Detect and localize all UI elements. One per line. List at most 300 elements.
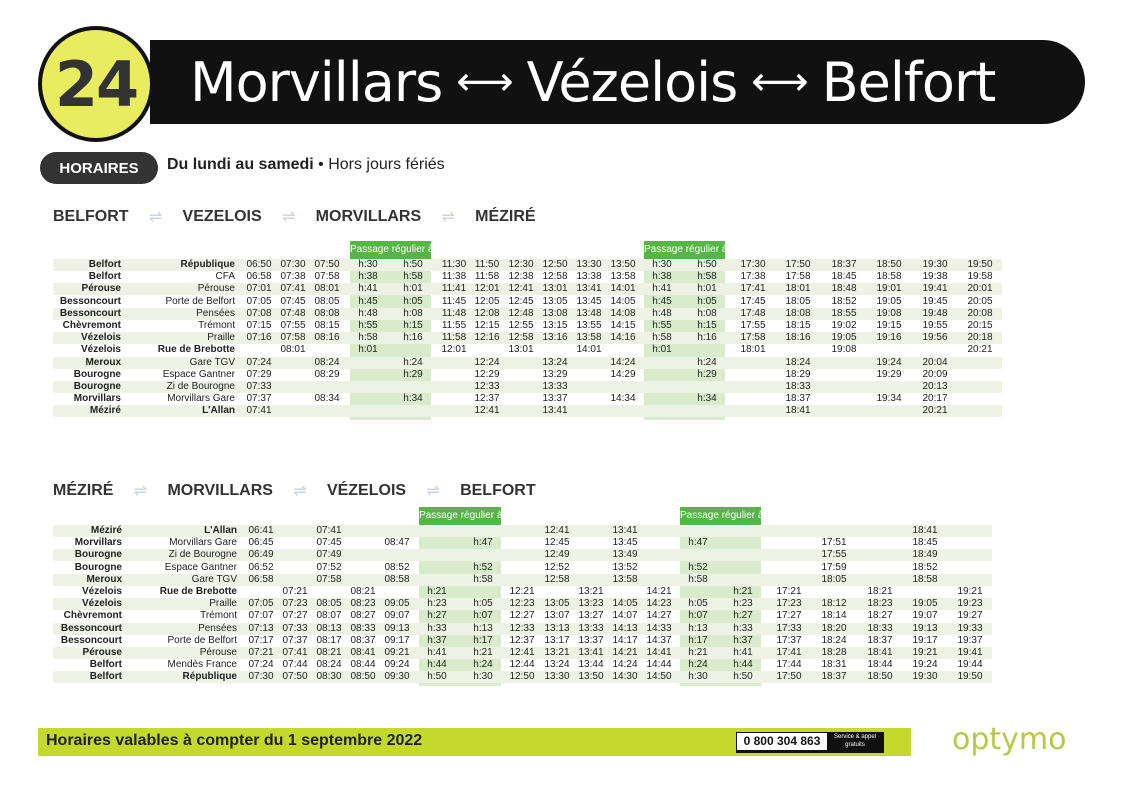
service-note: Service & appel gratuits [833,734,877,748]
time-cell: 12:15 [474,320,500,331]
direction-stop: VÉZELOIS [326,482,407,499]
city-name: Bourogne [74,549,122,561]
time-cell: 07:24 [246,356,272,368]
time-cell: 18:37 [867,634,893,646]
passage-label: Passage régulier à [680,507,761,525]
time-cell: 08:21 [350,586,376,597]
stop-name: Praille [207,332,235,344]
time-cell: h:21 [688,647,708,658]
route-stop-3: Belfort [821,50,996,114]
time-cell: 08:21 [316,647,342,658]
stop-name: Porte de Belfort [167,634,237,646]
time-cell: 08:16 [314,332,340,344]
time-cell: 12:58 [542,271,568,283]
time-cell: 20:17 [922,393,948,405]
time-cell: h:15 [403,320,423,331]
time-cell: h:58 [652,332,672,344]
passage-label: Passage régulier à [644,241,725,259]
time-cell: h:16 [697,332,717,344]
time-cell: 08:01 [280,344,306,356]
time-cell: 08:27 [350,610,376,622]
time-cell: h:48 [652,307,672,319]
stop-name: Trémont [198,320,235,331]
time-cell: 13:08 [542,307,568,319]
time-cell: h:45 [652,295,672,307]
time-cell: 12:41 [544,525,570,536]
time-cell: 17:51 [821,537,847,549]
time-cell: 20:21 [922,405,948,417]
time-cell: 18:50 [876,259,902,270]
time-cell: 12:24 [474,356,500,368]
stop-name: Trémont [200,610,237,622]
time-cell: h:45 [358,295,378,307]
time-cell: 19:05 [876,295,902,307]
route-arrow-icon: ⟷ [456,59,513,105]
city-name: Méziré [89,405,121,417]
time-cell: 14:16 [610,332,636,344]
time-cell: 07:17 [248,634,274,646]
stop-name: Zi de Bourogne [168,549,237,561]
time-cell: 12:58 [544,573,570,585]
time-cell: 07:27 [282,610,308,622]
time-cell: 17:21 [776,586,802,597]
time-cell: 13:45 [612,537,638,549]
time-cell: 14:08 [610,307,636,319]
time-cell: h:58 [688,573,708,585]
time-cell: h:23 [733,598,753,610]
time-cell: 13:05 [544,598,570,610]
time-cell: 12:30 [508,259,534,270]
time-cell: 13:05 [542,295,568,307]
time-cell: h:58 [358,332,378,344]
time-cell: 06:49 [248,549,274,561]
time-cell: 19:01 [876,283,902,295]
time-cell: 14:33 [646,622,672,634]
time-cell: 14:05 [612,598,638,610]
stop-name: République [182,671,237,683]
time-cell: 14:27 [646,610,672,622]
time-cell: 19:38 [922,271,948,283]
time-cell: 19:27 [957,610,983,622]
time-cell: 18:33 [867,622,893,634]
city-name: Morvillars [74,537,122,549]
time-cell: 13:27 [578,610,604,622]
time-cell: h:38 [358,271,378,283]
time-cell: 08:01 [314,283,340,295]
time-cell: h:34 [403,393,423,405]
time-cell: 07:50 [282,671,308,683]
time-cell: 17:23 [776,598,802,610]
stop-name: Gare TGV [191,573,237,585]
time-cell: 19:41 [957,647,983,658]
time-cell: h:30 [652,259,672,270]
time-cell: 07:33 [282,622,308,634]
time-cell: 08:33 [350,622,376,634]
time-cell: 09:30 [384,671,410,683]
time-cell: 19:50 [957,671,983,683]
city-name: Belfort [89,671,122,683]
time-cell: 07:21 [248,647,274,658]
time-cell: 19:02 [831,320,857,331]
time-cell: 19:08 [831,344,857,356]
time-cell: 19:07 [912,610,938,622]
time-cell: 18:48 [831,283,857,295]
time-cell: h:58 [403,271,423,283]
time-cell: 19:05 [912,598,938,610]
swap-arrows-icon: ⇌ [293,483,307,500]
time-cell: h:21 [733,586,753,597]
time-cell: 07:50 [314,259,340,270]
time-cell: 07:45 [316,537,342,549]
time-cell: 19:23 [957,598,983,610]
time-cell: 17:41 [740,283,766,295]
time-cell: 07:45 [280,295,306,307]
days-separator: • [313,156,329,173]
time-cell: h:17 [688,634,708,646]
direction-heading-2 [53,481,536,501]
time-cell: 13:38 [576,271,602,283]
swap-arrows-icon: ⇌ [441,209,455,226]
stop-name: République [180,259,235,270]
time-cell: 12:33 [474,381,500,392]
time-cell: 17:38 [740,271,766,283]
city-name: Belfort [88,259,121,270]
time-cell: 19:30 [912,671,938,683]
time-cell: 11:48 [441,307,467,319]
stop-name: Pensées [198,622,237,634]
time-cell: 08:23 [350,598,376,610]
time-cell: 11:55 [441,320,467,331]
route-title [190,45,995,119]
time-cell: 12:45 [508,295,534,307]
time-cell: 17:41 [776,647,802,658]
time-cell: 13:58 [610,271,636,283]
time-cell: 19:34 [876,393,902,405]
time-cell: 13:58 [612,573,638,585]
time-cell: h:24 [688,659,708,671]
time-cell: h:41 [733,647,753,658]
time-cell: 11:50 [474,259,500,270]
time-cell: 11:58 [441,332,467,344]
time-cell: 12:37 [509,634,535,646]
time-cell: h:24 [473,659,493,671]
time-cell: h:37 [733,634,753,646]
time-cell: 14:21 [612,647,638,658]
time-cell: 13:23 [578,598,604,610]
stop-name: Morvillars Gare [167,393,235,405]
time-cell: 17:48 [740,307,766,319]
time-cell: h:07 [473,610,493,622]
time-cell: 18:33 [785,381,811,392]
time-cell: 13:52 [612,561,638,573]
time-cell: h:01 [652,344,672,356]
time-cell: h:41 [358,283,378,295]
time-cell: h:30 [358,259,378,270]
time-cell: 13:15 [542,320,568,331]
time-cell: 18:52 [912,561,938,573]
time-cell: 20:09 [922,368,948,380]
time-cell: 20:21 [967,344,993,356]
passage-label: Passage régulier à [419,507,501,525]
city-name: Pérouse [81,283,121,295]
time-cell: 17:33 [776,622,802,634]
time-cell: 12:38 [508,271,534,283]
time-cell: 13:41 [576,283,602,295]
city-name: Vézelois [80,344,121,356]
city-name: Méziré [90,525,122,536]
city-name: Bessoncourt [60,634,122,646]
time-cell: 20:18 [967,332,993,344]
time-cell: 18:44 [867,659,893,671]
time-cell: 08:15 [314,320,340,331]
time-cell: 18:41 [912,525,938,536]
time-cell: 17:27 [776,610,802,622]
time-cell: 13:49 [612,549,638,561]
time-cell: 18:52 [831,295,857,307]
time-cell: h:08 [697,307,717,319]
time-cell: 18:58 [876,271,902,283]
time-cell: 19:16 [876,332,902,344]
time-cell: 18:45 [831,271,857,283]
time-cell: 20:15 [967,320,993,331]
time-cell: 19:21 [957,586,983,597]
time-cell: 13:24 [544,659,570,671]
route-stop-1: Morvillars [190,50,443,114]
time-cell: 18:21 [867,586,893,597]
time-cell: 07:58 [314,271,340,283]
city-name: Chèvremont [63,610,122,622]
time-cell: 07:49 [316,549,342,561]
time-cell: 12:33 [509,622,535,634]
time-cell: 07:41 [246,405,272,417]
time-cell: 19:05 [831,332,857,344]
city-name: Bessoncourt [59,295,121,307]
time-cell: 18:58 [912,573,938,585]
time-cell: 12:37 [474,393,500,405]
time-cell: h:17 [473,634,493,646]
time-cell: h:41 [652,283,672,295]
phone-number: 0 800 304 863 [737,733,827,750]
time-cell: h:50 [427,671,447,683]
time-cell: 14:24 [612,659,638,671]
time-cell: 09:21 [384,647,410,658]
time-cell: h:47 [688,537,708,549]
time-cell: 08:13 [316,622,342,634]
time-cell: 12:44 [509,659,535,671]
time-cell: 13:01 [542,283,568,295]
time-cell: 19:55 [922,320,948,331]
stop-name: Pensées [196,307,235,319]
time-cell: 14:34 [610,393,636,405]
time-cell: h:27 [733,610,753,622]
time-cell: 13:58 [576,332,602,344]
time-cell: 13:37 [578,634,604,646]
time-cell: 07:08 [246,307,272,319]
stop-name: Praille [209,598,237,610]
time-cell: 07:30 [248,671,274,683]
time-cell: 13:21 [578,586,604,597]
time-cell: 18:12 [821,598,847,610]
time-cell: 19:17 [912,634,938,646]
city-name: Meroux [85,356,121,368]
time-cell: 17:58 [740,332,766,344]
time-cell: 13:55 [576,320,602,331]
time-cell: h:47 [473,537,493,549]
time-cell: 14:29 [610,368,636,380]
time-cell: 08:34 [314,393,340,405]
time-cell: h:58 [697,271,717,283]
time-cell: 20:01 [967,283,993,295]
line-number-badge [38,26,154,142]
time-cell: 12:27 [509,610,535,622]
city-name: Bessoncourt [60,622,122,634]
time-cell: 18:16 [785,332,811,344]
time-cell: 07:30 [280,259,306,270]
time-cell: 17:30 [740,259,766,270]
time-cell: 13:30 [576,259,602,270]
time-cell: h:52 [473,561,493,573]
time-cell: 07:44 [282,659,308,671]
time-cell: 18:31 [821,659,847,671]
time-cell: h:16 [403,332,423,344]
time-cell: h:30 [473,671,493,683]
time-cell: 07:07 [248,610,274,622]
time-cell: 08:24 [314,356,340,368]
passage-label: Passage régulier à [350,241,431,259]
time-cell: 13:33 [578,622,604,634]
time-cell: h:29 [697,368,717,380]
time-cell: h:15 [697,320,717,331]
time-cell: 12:52 [544,561,570,573]
time-cell: 12:01 [441,344,467,356]
time-cell: 07:16 [246,332,272,344]
time-cell: 08:05 [314,295,340,307]
time-cell: h:33 [733,622,753,634]
city-name: Bourogne [73,381,121,392]
time-cell: 06:58 [248,573,274,585]
time-cell: 13:01 [508,344,534,356]
time-cell: 19:08 [876,307,902,319]
time-cell: 08:44 [350,659,376,671]
time-cell: h:01 [697,283,717,295]
direction-stop: BELFORT [460,482,536,499]
time-cell: 08:24 [316,659,342,671]
time-cell: h:37 [427,634,447,646]
time-cell: 19:44 [957,659,983,671]
time-cell: 13:29 [542,368,568,380]
time-cell: h:07 [688,610,708,622]
optymo-logo: optymo [952,722,1067,757]
time-cell: 13:50 [610,259,636,270]
time-cell: 08:58 [384,573,410,585]
time-cell: 19:50 [967,259,993,270]
time-cell: 12:29 [474,368,500,380]
time-cell: 11:38 [441,271,467,283]
time-cell: 14:15 [610,320,636,331]
time-cell: 08:47 [384,537,410,549]
time-cell: 06:50 [246,259,272,270]
time-cell: 11:58 [474,271,500,283]
time-cell: 17:50 [785,259,811,270]
time-cell: 13:21 [544,647,570,658]
time-cell: 19:15 [876,320,902,331]
time-cell: 14:07 [612,610,638,622]
time-cell: 12:49 [544,549,570,561]
time-cell: h:38 [652,271,672,283]
time-cell: 18:24 [821,634,847,646]
days-exceptions: Hors jours fériés [328,156,445,173]
time-cell: 20:13 [922,381,948,392]
time-cell: 12:41 [474,405,500,417]
time-cell: h:33 [427,622,447,634]
time-cell: 17:55 [740,320,766,331]
time-cell: 12:21 [509,586,535,597]
time-cell: 12:05 [474,295,500,307]
stop-name: L'Allan [202,405,235,417]
time-cell: 18:37 [831,259,857,270]
time-cell: h:13 [688,622,708,634]
time-cell: 07:21 [282,586,308,597]
stop-name: Espace Gantner [162,368,235,380]
time-cell: 07:15 [246,320,272,331]
time-cell: 20:08 [967,307,993,319]
time-cell: h:52 [688,561,708,573]
time-cell: 13:48 [576,307,602,319]
time-cell: h:23 [427,598,447,610]
time-cell: 13:41 [578,647,604,658]
time-cell: h:24 [403,356,423,368]
time-cell: h:50 [403,259,423,270]
time-cell: 09:05 [384,598,410,610]
time-cell: 11:45 [441,295,467,307]
time-cell: 08:08 [314,307,340,319]
time-cell: 06:45 [248,537,274,549]
time-cell: h:29 [403,368,423,380]
time-cell: 14:01 [610,283,636,295]
time-cell: 18:01 [785,283,811,295]
time-cell: h:44 [733,659,753,671]
stop-name: Mendès France [167,659,237,671]
time-cell: 07:38 [280,271,306,283]
city-name: Meroux [86,573,122,585]
swap-arrows-icon: ⇌ [148,209,163,226]
time-cell: 19:33 [957,622,983,634]
time-cell: h:44 [427,659,447,671]
time-cell: 13:17 [544,634,570,646]
time-cell: 14:44 [646,659,672,671]
time-cell: 18:14 [821,610,847,622]
city-name: Belfort [88,271,121,283]
time-cell: 08:07 [316,610,342,622]
time-cell: 08:30 [316,671,342,683]
city-name: Morvillars [73,393,121,405]
time-cell: 13:07 [544,610,570,622]
time-cell: 14:24 [610,356,636,368]
time-cell: h:48 [358,307,378,319]
time-cell: 07:58 [280,332,306,344]
city-name: Bourogne [73,368,121,380]
validity-text: Horaires valables à compter du 1 septembre 2022 [46,732,423,749]
service-days [167,156,445,174]
time-cell: 14:01 [576,344,602,356]
time-cell: 19:24 [912,659,938,671]
time-cell: h:58 [473,573,493,585]
time-cell: 18:37 [821,671,847,683]
time-cell: 12:41 [509,647,535,658]
time-cell: 12:01 [474,283,500,295]
time-cell: 17:55 [821,549,847,561]
time-cell: 19:13 [912,622,938,634]
